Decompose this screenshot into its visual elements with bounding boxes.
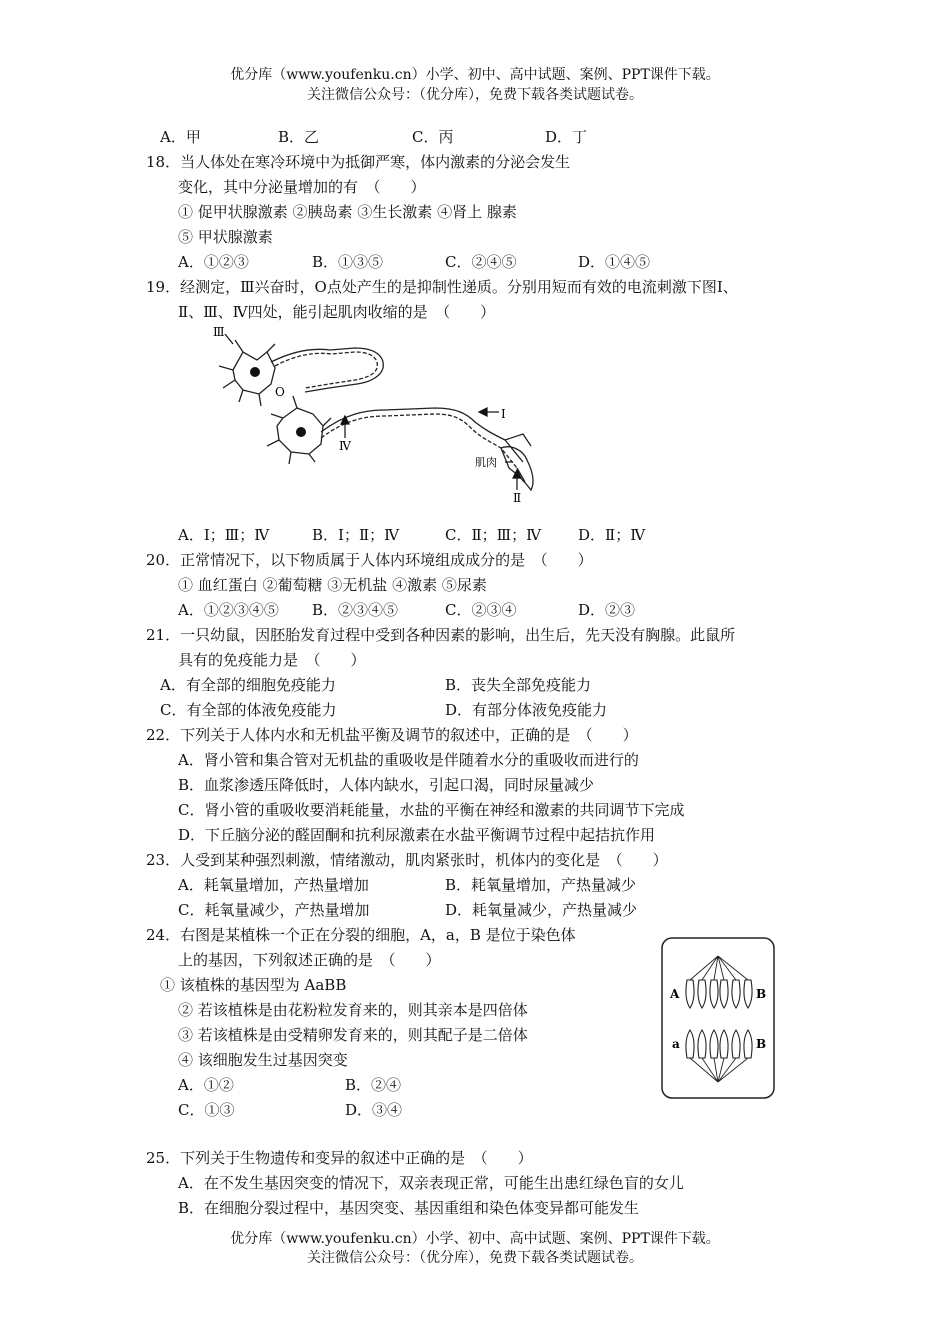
q21-option-d: D．有部分体液免疫能力: [445, 701, 608, 719]
cell-division-diagram: [660, 936, 776, 1100]
q19-option-a: A．Ⅰ；Ⅲ；Ⅳ: [178, 526, 270, 544]
q20-option-d: D．②③: [578, 601, 636, 619]
footer-line-2: 关注微信公众号：（优分库），免费下载各类试题试卷。: [307, 1250, 643, 1266]
q17-option-b: B．乙: [278, 128, 320, 146]
q25-option-a: A．在不发生基因突变的情况下，双亲表现正常，可能生出患红绿色盲的女儿: [178, 1174, 684, 1192]
q20-stem: 20．正常情况下，以下物质属于人体内环境组成成分的是 （ ）: [146, 551, 593, 569]
q21-stem-2: 具有的免疫能力是 （ ）: [178, 651, 366, 669]
q17-option-a: A．甲: [160, 128, 201, 146]
q21-stem-1: 21．一只幼鼠，因胚胎发育过程中受到各种因素的影响，出生后，先天没有胸腺。此鼠所: [146, 626, 736, 644]
gene-label-a-upper: A: [670, 987, 680, 1001]
q24-item-2: ② 若该植株是由花粉粒发育来的，则其亲本是四倍体: [178, 1001, 528, 1019]
q18-option-c: C．②④⑤: [445, 253, 517, 271]
q19-option-b: B．Ⅰ；Ⅱ；Ⅳ: [312, 526, 400, 544]
q24-option-c: C．①③: [178, 1101, 235, 1119]
q18-stem-1: 18．当人体处在寒冷环境中为抵御严寒，体内激素的分泌会发生: [146, 153, 571, 171]
arrow-iii: [225, 334, 233, 344]
label-iv: Ⅳ: [339, 439, 351, 453]
q22-option-c: C．肾小管的重吸收要消耗能量，水盐的平衡在神经和激素的共同调节下完成: [178, 801, 685, 819]
q18-items-1: ① 促甲状腺激素 ②胰岛素 ③生长激素 ④肾上 腺素: [178, 203, 517, 221]
q25-option-b: B．在细胞分裂过程中，基因突变、基因重组和染色体变异都可能发生: [178, 1199, 640, 1217]
label-ii: Ⅱ: [513, 491, 522, 505]
q21-option-c: C．有全部的体液免疫能力: [160, 701, 337, 719]
label-i: Ⅰ: [501, 407, 506, 421]
q20-option-c: C．②③④: [445, 601, 517, 619]
q24-stem-1: 24．右图是某植株一个正在分裂的细胞，A，a，B 是位于染色体: [146, 926, 576, 944]
q23-option-b: B．耗氧量增加，产热量减少: [445, 876, 637, 894]
footer-line-1: 优分库（www.youfenku.cn）小学、初中、高中试题、案例、PPT课件下载。: [230, 1231, 720, 1247]
upper-nucleus: [250, 367, 260, 377]
q23-option-d: D．耗氧量减少，产热量减少: [445, 901, 638, 919]
q23-option-a: A．耗氧量增加，产热量增加: [178, 876, 369, 894]
q17-option-c: C．丙: [412, 128, 454, 146]
q19-option-c: C．Ⅱ；Ⅲ；Ⅳ: [445, 526, 542, 544]
q21-option-a: A．有全部的细胞免疫能力: [160, 676, 336, 694]
q23-stem: 23．人受到某种强烈刺激，情绪激动，肌肉紧张时，机体内的变化是 （ ）: [146, 851, 668, 869]
lower-nucleus: [296, 427, 306, 437]
label-iii: Ⅲ: [213, 325, 225, 339]
q20-option-a: A．①②③④⑤: [178, 601, 279, 619]
gene-label-a-lower: a: [672, 1037, 680, 1051]
q22-stem: 22．下列关于人体内水和无机盐平衡及调节的叙述中，正确的是 （ ）: [146, 726, 638, 744]
q23-option-c: C．耗氧量减少，产热量增加: [178, 901, 370, 919]
q18-option-a: A．①②③: [178, 253, 249, 271]
q22-option-a: A．肾小管和集合管对无机盐的重吸收是伴随着水分的重吸收而进行的: [178, 751, 639, 769]
label-muscle: 肌肉: [475, 456, 497, 469]
q18-option-b: B．①③⑤: [312, 253, 384, 271]
label-o: O: [275, 385, 285, 399]
q24-item-3: ③ 若该植株是由受精卵发育来的，则其配子是二倍体: [178, 1026, 528, 1044]
q19-stem-1: 19．经测定，Ⅲ兴奋时，O点处产生的是抑制性递质。分别用短而有效的电流刺激下图Ⅰ、: [146, 278, 738, 296]
q20-option-b: B．②③④⑤: [312, 601, 399, 619]
q24-item-4: ④ 该细胞发生过基因突变: [178, 1051, 348, 1069]
gene-label-b-upper: B: [756, 987, 767, 1001]
q24-option-b: B．②④: [345, 1076, 402, 1094]
header-line-2: 关注微信公众号：（优分库），免费下载各类试题试卷。: [307, 87, 643, 103]
q18-items-2: ⑤ 甲状腺激素: [178, 228, 273, 246]
q24-option-d: D．③④: [345, 1101, 403, 1119]
q19-stem-2: Ⅱ、Ⅲ、Ⅳ四处，能引起肌肉收缩的是 （ ）: [178, 303, 496, 321]
q22-option-b: B．血浆渗透压降低时，人体内缺水，引起口渴，同时尿量减少: [178, 776, 595, 794]
cell-outline: [662, 938, 774, 1098]
upper-axon: [271, 348, 383, 392]
lower-axon: [321, 408, 523, 462]
header-line-1: 优分库（www.youfenku.cn）小学、初中、高中试题、案例、PPT课件下载。: [230, 67, 720, 83]
neuron-diagram: [205, 322, 555, 507]
q25-stem: 25．下列关于生物遗传和变异的叙述中正确的是 （ ）: [146, 1149, 533, 1167]
q18-option-d: D．①④⑤: [578, 253, 651, 271]
q24-option-a: A．①②: [178, 1076, 234, 1094]
q24-stem-2: 上的基因，下列叙述正确的是 （ ）: [178, 951, 441, 969]
q19-option-d: D．Ⅱ；Ⅳ: [578, 526, 646, 544]
gene-label-b-lower: B: [756, 1037, 767, 1051]
q17-option-d: D．丁: [545, 128, 588, 146]
q21-option-b: B．丧失全部免疫能力: [445, 676, 592, 694]
q20-items: ① 血红蛋白 ②葡萄糖 ③无机盐 ④激素 ⑤尿素: [178, 576, 487, 594]
q22-option-d: D．下丘脑分泌的醛固酮和抗利尿激素在水盐平衡调节过程中起拮抗作用: [178, 826, 656, 844]
q24-item-1: ① 该植株的基因型为 AaBB: [160, 976, 347, 994]
q18-stem-2: 变化，其中分泌量增加的有 （ ）: [178, 178, 426, 196]
